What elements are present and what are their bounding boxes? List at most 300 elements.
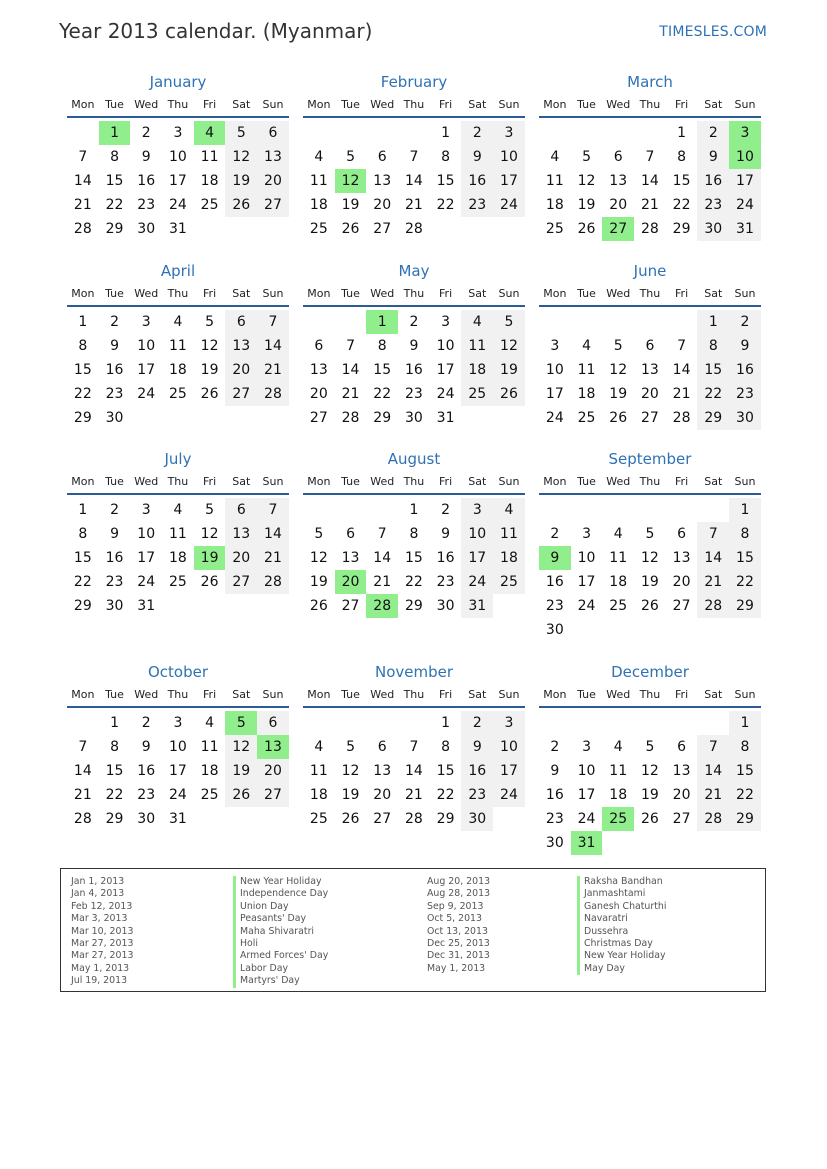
day-cell: 7 (409, 149, 419, 165)
day-cell: 9 (550, 763, 560, 779)
day-cell: 9 (110, 338, 119, 354)
day-cell: 17 (545, 386, 564, 402)
week-row (303, 169, 525, 193)
day-cell: 25 (168, 386, 187, 402)
day-cell: 7 (346, 338, 355, 354)
day-cell: 15 (73, 362, 92, 378)
legend-holiday-name: Independence Day (233, 888, 328, 900)
day-cell: 14 (373, 550, 392, 566)
weekday-label: Fri (203, 98, 217, 111)
legend-date: Mar 27, 2013 (71, 950, 134, 962)
day-cell: 30 (545, 835, 564, 851)
legend-date: Feb 12, 2013 (71, 900, 133, 912)
day-cell: 3 (582, 526, 591, 542)
weekend-day-cell: 5 (493, 310, 525, 334)
day-cell: 28 (341, 410, 360, 426)
month-name: February (380, 73, 448, 91)
day-cell: 30 (137, 811, 156, 827)
weekday-label: Thu (639, 688, 661, 701)
day-cell: 22 (404, 574, 423, 590)
weekday-label: Wed (134, 475, 159, 488)
day-cell: 19 (341, 197, 360, 213)
weekday-label: Thu (639, 98, 661, 111)
day-cell: 13 (640, 362, 659, 378)
empty-cell (430, 217, 462, 241)
month-september (539, 447, 761, 642)
empty-cell (194, 807, 226, 831)
week-row (67, 358, 289, 382)
legend-date: Oct 5, 2013 (427, 913, 482, 925)
weekend-day-cell: 20 (257, 169, 289, 193)
day-cell: 3 (141, 502, 151, 518)
day-cell: 10 (545, 362, 564, 378)
day-cell: 18 (609, 574, 628, 590)
weekday-label: Sat (468, 287, 487, 300)
weekday-label: Mon (543, 98, 567, 111)
weekend-day-cell: 3 (461, 498, 493, 522)
weekday-label: Sat (232, 287, 251, 300)
day-cell: 12 (640, 550, 659, 566)
week-row (67, 735, 289, 759)
week-row (303, 382, 525, 406)
weekend-day-cell: 5 (225, 121, 257, 145)
empty-cell (257, 217, 289, 241)
weekday-label: Mon (543, 475, 567, 488)
weekend-day-cell: 17 (493, 759, 525, 783)
weekday-header (539, 94, 761, 118)
day-cell: 9 (141, 149, 151, 165)
holiday-day-cell: 3 (729, 121, 761, 145)
day-cell: 26 (341, 811, 360, 827)
weekday-header (67, 94, 289, 118)
day-cell: 14 (73, 173, 92, 189)
legend-holiday-name: Raksha Bandhan (577, 876, 666, 888)
empty-cell (571, 310, 603, 334)
weekday-label: Sun (498, 287, 520, 300)
day-cell: 29 (73, 598, 92, 614)
weekday-header (539, 471, 761, 495)
day-cell: 21 (73, 197, 92, 213)
weekday-label: Thu (639, 475, 661, 488)
empty-cell (634, 618, 666, 642)
week-row (539, 334, 761, 358)
day-cell: 4 (613, 739, 623, 755)
empty-cell (539, 498, 571, 522)
holiday-day-cell: 12 (335, 169, 367, 193)
day-cell: 15 (73, 550, 92, 566)
day-cell: 3 (173, 125, 183, 141)
day-cell: 23 (404, 386, 423, 402)
week-row (539, 310, 761, 334)
weekend-day-cell: 3 (493, 711, 525, 735)
legend-holiday-name: New Year Holiday (233, 876, 328, 888)
day-cell: 4 (173, 314, 183, 330)
day-cell: 29 (105, 221, 124, 237)
weekend-day-cell: 16 (461, 759, 493, 783)
weekend-day-cell: 12 (493, 334, 525, 358)
day-cell: 30 (105, 598, 124, 614)
month-name: January (149, 73, 207, 91)
empty-cell (398, 711, 430, 735)
day-cell: 3 (173, 715, 183, 731)
weekday-label: Sun (734, 475, 756, 488)
weekend-day-cell: 24 (729, 193, 761, 217)
weekday-label: Wed (370, 287, 395, 300)
week-row (303, 807, 525, 831)
weekday-label: Tue (577, 688, 596, 701)
weekday-label: Wed (606, 98, 631, 111)
week-row (539, 807, 761, 831)
holiday-day-cell: 25 (602, 807, 634, 831)
day-cell: 21 (341, 386, 360, 402)
weekday-label: Sun (734, 287, 756, 300)
empty-cell (303, 711, 335, 735)
day-cell: 22 (73, 574, 92, 590)
weekend-day-cell: 25 (493, 570, 525, 594)
day-cell: 31 (168, 221, 187, 237)
day-cell: 26 (609, 410, 628, 426)
weekday-label: Mon (307, 688, 331, 701)
weekday-label: Mon (71, 98, 95, 111)
day-cell: 18 (309, 787, 328, 803)
week-row (67, 570, 289, 594)
legend-holiday-name: Peasants' Day (233, 913, 328, 925)
day-cell: 13 (309, 362, 328, 378)
month-name: November (374, 663, 454, 681)
empty-cell (194, 217, 226, 241)
day-cell: 29 (672, 221, 691, 237)
week-row (539, 382, 761, 406)
day-cell: 14 (672, 362, 691, 378)
empty-cell (335, 121, 367, 145)
empty-cell (303, 498, 335, 522)
day-cell: 1 (677, 125, 687, 141)
weekend-day-cell: 1 (697, 310, 729, 334)
day-cell: 25 (545, 221, 564, 237)
weekend-day-cell: 9 (461, 735, 493, 759)
weekday-label: Tue (105, 475, 124, 488)
weekend-day-cell: 4 (493, 498, 525, 522)
weekday-label: Tue (577, 475, 596, 488)
weekday-header (539, 684, 761, 708)
weekend-day-cell: 27 (257, 193, 289, 217)
day-cell: 21 (640, 197, 659, 213)
day-cell: 14 (73, 763, 92, 779)
empty-cell (493, 406, 525, 430)
day-cell: 18 (609, 787, 628, 803)
day-cell: 10 (137, 338, 156, 354)
day-cell: 18 (577, 386, 596, 402)
weekday-label: Mon (71, 287, 95, 300)
legend-holiday-name: New Year Holiday (577, 950, 666, 962)
weekend-day-cell: 6 (225, 498, 257, 522)
weekend-day-cell: 27 (225, 382, 257, 406)
day-cell: 7 (78, 149, 88, 165)
day-cell: 15 (436, 173, 455, 189)
day-cell: 19 (309, 574, 328, 590)
day-cell: 17 (168, 173, 187, 189)
day-cell: 17 (137, 550, 156, 566)
weekend-day-cell: 30 (697, 217, 729, 241)
day-cell: 25 (309, 811, 328, 827)
weekend-day-cell: 11 (461, 334, 493, 358)
empty-cell (335, 711, 367, 735)
day-cell: 20 (672, 574, 691, 590)
day-cell: 6 (346, 526, 355, 542)
site-link[interactable]: TIMESLES.COM (659, 24, 767, 40)
day-cell: 26 (640, 811, 659, 827)
week-row (67, 406, 289, 430)
legend-holiday-name: Holi (233, 938, 328, 950)
weekday-header (67, 283, 289, 307)
weekend-day-cell: 27 (225, 570, 257, 594)
day-cell: 10 (168, 739, 187, 755)
weekend-day-cell: 22 (729, 570, 761, 594)
weekend-day-cell: 14 (257, 522, 289, 546)
weekend-day-cell: 19 (493, 358, 525, 382)
weekend-day-cell: 25 (461, 382, 493, 406)
weekend-day-cell: 28 (697, 594, 729, 618)
weekday-label: Fri (675, 475, 689, 488)
day-cell: 19 (640, 787, 659, 803)
weekday-label: Sun (262, 98, 284, 111)
week-row (67, 594, 289, 618)
weekday-label: Fri (203, 475, 217, 488)
weekday-label: Wed (606, 688, 631, 701)
empty-cell (697, 498, 729, 522)
day-cell: 5 (205, 502, 215, 518)
empty-cell (666, 618, 698, 642)
empty-cell (634, 831, 666, 855)
month-name: April (160, 262, 196, 280)
legend-date: Jul 19, 2013 (71, 975, 128, 987)
day-cell: 20 (672, 787, 691, 803)
day-cell: 5 (314, 526, 324, 542)
weekday-label: Mon (71, 688, 95, 701)
month-october (67, 660, 289, 831)
weekend-day-cell: 19 (225, 759, 257, 783)
legend-holiday-name: Ganesh Chaturthi (577, 901, 666, 913)
day-cell: 17 (577, 787, 596, 803)
empty-cell (602, 831, 634, 855)
day-cell: 2 (110, 314, 119, 330)
day-cell: 18 (168, 362, 187, 378)
weekend-day-cell: 7 (697, 522, 729, 546)
day-cell: 25 (200, 787, 219, 803)
weekday-label: Thu (403, 287, 425, 300)
weekday-label: Sat (468, 688, 487, 701)
week-row (67, 382, 289, 406)
day-cell: 20 (640, 386, 659, 402)
day-cell: 25 (168, 574, 187, 590)
day-cell: 24 (137, 386, 156, 402)
day-cell: 31 (137, 598, 156, 614)
weekday-label: Wed (370, 475, 395, 488)
weekend-day-cell: 14 (697, 759, 729, 783)
day-cell: 16 (404, 362, 423, 378)
day-cell: 28 (672, 410, 691, 426)
day-cell: 15 (672, 173, 691, 189)
day-cell: 27 (672, 598, 691, 614)
weekend-day-cell: 17 (729, 169, 761, 193)
month-name: December (611, 663, 689, 681)
week-row (539, 594, 761, 618)
day-cell: 12 (341, 763, 360, 779)
weekend-day-cell: 23 (729, 382, 761, 406)
legend-date: Jan 1, 2013 (71, 876, 125, 887)
weekend-day-cell: 10 (493, 145, 525, 169)
week-row (539, 522, 761, 546)
weekend-day-cell: 4 (461, 310, 493, 334)
weekend-day-cell: 21 (257, 358, 289, 382)
weekend-day-cell: 28 (257, 570, 289, 594)
day-cell: 8 (110, 149, 119, 165)
holiday-day-cell: 1 (366, 310, 398, 334)
month-june (539, 259, 761, 430)
empty-cell (697, 618, 729, 642)
day-cell: 11 (577, 362, 596, 378)
empty-cell (67, 121, 99, 145)
empty-cell (461, 406, 493, 430)
day-cell: 21 (73, 787, 92, 803)
legend-holiday-name: Armed Forces' Day (233, 950, 328, 962)
empty-cell (130, 406, 162, 430)
weekday-label: Sat (232, 98, 251, 111)
day-cell: 16 (105, 362, 124, 378)
week-row (67, 121, 289, 145)
weekend-day-cell: 6 (225, 310, 257, 334)
day-cell: 24 (168, 197, 187, 213)
holiday-day-cell: 1 (99, 121, 131, 145)
weekday-label: Sat (704, 688, 723, 701)
legend-date: Dec 25, 2013 (427, 938, 490, 950)
week-row (303, 406, 525, 430)
day-cell: 19 (200, 362, 219, 378)
legend-date: Jan 4, 2013 (71, 888, 125, 900)
day-cell: 9 (441, 526, 451, 542)
weekend-day-cell: 2 (461, 121, 493, 145)
weekend-day-cell: 10 (461, 522, 493, 546)
day-cell: 22 (105, 787, 124, 803)
weekend-day-cell: 24 (493, 783, 525, 807)
legend-date: Mar 3, 2013 (71, 913, 128, 925)
empty-cell (335, 498, 367, 522)
weekday-label: Mon (307, 287, 331, 300)
weekday-label: Thu (167, 688, 189, 701)
month-name: March (627, 73, 673, 91)
weekend-day-cell: 23 (461, 193, 493, 217)
day-cell: 27 (309, 410, 328, 426)
weekend-day-cell: 17 (493, 169, 525, 193)
day-cell: 1 (441, 125, 451, 141)
day-cell: 4 (314, 149, 324, 165)
weekend-day-cell: 16 (461, 169, 493, 193)
page-title: Year 2013 calendar. (Myanmar) (59, 19, 373, 43)
day-cell: 29 (373, 410, 392, 426)
day-cell: 16 (545, 574, 564, 590)
day-cell: 2 (141, 125, 151, 141)
day-cell: 11 (309, 173, 328, 189)
empty-cell (697, 831, 729, 855)
empty-cell (602, 310, 634, 334)
day-cell: 20 (373, 787, 392, 803)
weekday-header (303, 684, 525, 708)
weekend-day-cell: 9 (461, 145, 493, 169)
day-cell: 2 (409, 314, 419, 330)
day-cell: 17 (577, 574, 596, 590)
week-row (539, 735, 761, 759)
weekend-day-cell: 19 (225, 169, 257, 193)
empty-cell (602, 498, 634, 522)
weekday-label: Wed (134, 688, 159, 701)
day-cell: 2 (141, 715, 151, 731)
day-cell: 25 (309, 221, 328, 237)
day-cell: 6 (677, 739, 687, 755)
day-cell: 11 (309, 763, 328, 779)
day-cell: 5 (582, 149, 591, 165)
day-cell: 14 (640, 173, 659, 189)
month-name: August (387, 450, 441, 468)
day-cell: 23 (545, 598, 564, 614)
day-cell: 16 (137, 173, 156, 189)
week-row (539, 121, 761, 145)
day-cell: 1 (110, 715, 119, 731)
legend-holiday-name: Maha Shivaratri (233, 926, 328, 938)
week-row (539, 217, 761, 241)
weekday-label: Fri (439, 475, 453, 488)
empty-cell (602, 121, 634, 145)
empty-cell (225, 807, 257, 831)
empty-cell (539, 121, 571, 145)
month-march (539, 70, 761, 241)
week-row (303, 546, 525, 570)
day-cell: 8 (409, 526, 419, 542)
day-cell: 2 (441, 502, 451, 518)
week-row (303, 217, 525, 241)
day-cell: 13 (609, 173, 628, 189)
holiday-day-cell: 31 (571, 831, 603, 855)
week-row (303, 759, 525, 783)
weekend-day-cell: 10 (493, 735, 525, 759)
day-cell: 5 (645, 739, 655, 755)
week-row (67, 807, 289, 831)
day-cell: 15 (436, 763, 455, 779)
weekday-label: Fri (675, 98, 689, 111)
weekend-day-cell: 21 (697, 783, 729, 807)
day-cell: 3 (550, 338, 560, 354)
week-row (539, 406, 761, 430)
empty-cell (666, 831, 698, 855)
day-cell: 11 (545, 173, 564, 189)
day-cell: 4 (613, 526, 623, 542)
holiday-day-cell: 20 (335, 570, 367, 594)
day-cell: 28 (73, 811, 92, 827)
day-cell: 12 (640, 763, 659, 779)
day-cell: 23 (436, 574, 455, 590)
empty-cell (729, 831, 761, 855)
empty-cell (729, 618, 761, 642)
weekend-day-cell: 20 (257, 759, 289, 783)
day-cell: 17 (168, 763, 187, 779)
day-cell: 23 (545, 811, 564, 827)
day-cell: 27 (640, 410, 659, 426)
day-cell: 11 (200, 149, 219, 165)
empty-cell (303, 121, 335, 145)
weekday-header (539, 283, 761, 307)
day-cell: 10 (436, 338, 455, 354)
legend-date: Dec 31, 2013 (427, 950, 490, 962)
day-cell: 29 (73, 410, 92, 426)
